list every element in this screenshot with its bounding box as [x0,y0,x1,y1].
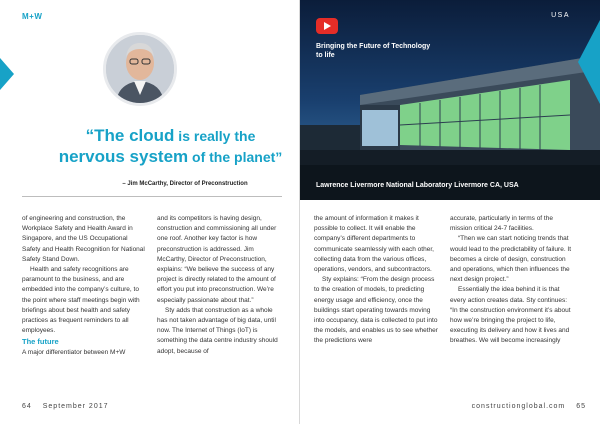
page-number: 64 [22,403,32,410]
right-page [300,0,600,424]
quote-part-4: of the planet” [188,149,283,165]
footer-right [472,403,586,410]
body-paragraph: A major differentiator between M+W [22,348,126,356]
body-paragraph: Sty adds that construction as a whole has not taken advantage of big data, until now. The Internet of Things (IoT) is something the data centre industry should adopt, because of [157,306,278,355]
body-column-2 [157,214,281,357]
hero-caption: Lawrence Livermore National Laboratory Livermore CA, USA [316,182,519,189]
hero-tagline: Bringing the Future of Technology to life [316,43,431,59]
site-url: constructionglobal.com [471,403,566,410]
body-paragraph: Sty explains: “From the design process to the creation of models, to predicting energy usage and efficiency, once the buildings start operating towards moving into occupancy, data is collected to put into the models, and enables us to see whether the predictions were [314,276,438,345]
play-icon [324,22,331,30]
portrait-photo [103,32,177,106]
body-paragraph: Essentially the idea behind it is that every action creates data. Sty continues: “In the construction environment it’s about how we’re bringing the project to life, executing its delivery and how it lives and breathes. We will become increasingly [450,286,571,345]
page-number-right: 65 [576,403,586,410]
issue-date: September 2017 [42,403,109,410]
body-column-1 [22,214,146,358]
brand-label: M+W [22,12,43,21]
country-label: USA [551,12,570,19]
quote-part-3: nervous system [58,147,189,166]
body-paragraph: accurate, particularly in terms of the mission critical 24-7 facilities. [450,215,553,233]
accent-triangle-left [0,58,14,90]
body-paragraph: and its competitors is having design, construction and commissioning all under one roof. Another key factor is how preconstruction is addressed. Jim McCarthy, Director of Preconstruction, explains: “We believe the success of any project is directly related to the amount of effort you put into preconstruction. We’re especially passionate about that.” [157,215,277,304]
divider [22,196,282,197]
body-paragraph: Health and safety recognitions are paramount to the business, and are embedded into the company’s culture, to the point where staff meetings begin with briefings about best health and safety practices as frequent reminders to all employees. [22,266,140,335]
quote-part-1: “The cloud [85,126,175,145]
body-paragraph: “Then we can start noticing trends that would lead to the predictability of failure. It becomes a circle of design, construction and operations, which then influences the next design project.” [450,235,572,284]
body-paragraph: of engineering and construction, the Workplace Safety and Health Award in Singapore, and the US Occupational Safety and Health Recognition for National Safety Stand Down. [22,215,145,263]
quote-attribution: – Jim McCarthy, Director of Preconstruction [122,181,248,187]
section-subhead: The future [22,337,59,347]
accent-triangle-right [578,20,600,104]
body-column-3 [314,214,438,347]
body-paragraph: the amount of information it makes it possible to collect. It will enable the company’s different departments to communicate seamlessly with each other, collecting data from the various offices, operations, vendors, and subcontractors. [314,215,434,274]
quote-part-2: is really the [174,128,256,144]
hero-image [300,0,600,200]
footer-left [22,403,109,410]
building-illustration [300,0,600,200]
body-column-4 [450,214,574,347]
pull-quote [58,126,283,168]
portrait-image [106,35,174,103]
